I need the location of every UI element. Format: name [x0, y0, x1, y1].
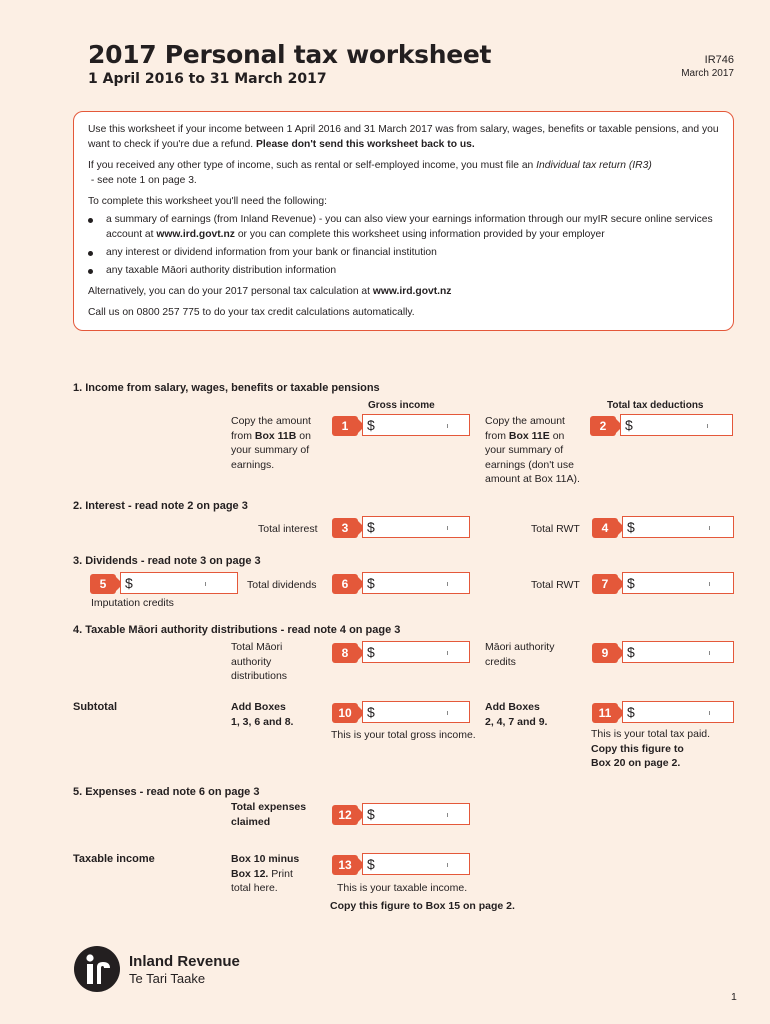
box-9-maori-credits-field[interactable] [622, 641, 734, 663]
box-2-number: 2 [590, 416, 616, 436]
section-2-heading: 2. Interest - read note 2 on page 3 [73, 500, 248, 512]
instruction-text: on [299, 429, 311, 442]
note-line: Copy this figure to [591, 742, 684, 755]
cents-divider [205, 582, 206, 586]
instruction-line: your summary of [231, 444, 310, 456]
label-text: Box 12. [231, 867, 269, 880]
box-6-dividends-field[interactable] [362, 572, 470, 594]
note-line: Box 20 on page 2. [591, 757, 681, 769]
dollar-sign: $ [625, 417, 633, 433]
form-date: March 2017 [681, 68, 734, 79]
box-1-number: 1 [332, 416, 358, 436]
dollar-sign: $ [367, 575, 375, 591]
box-reference: Box 11E [508, 429, 550, 442]
ird-link[interactable]: www.ird.govt.nz [372, 286, 452, 297]
box-11-tax-paid-total-field[interactable] [622, 701, 734, 723]
dollar-sign: $ [367, 644, 375, 660]
box-5-imputation-field[interactable] [120, 572, 238, 594]
section-5-heading: 5. Expenses - read note 6 on page 3 [73, 786, 260, 798]
box-reference: Box 11B [254, 429, 297, 442]
taxable-income-heading: Taxable income [73, 853, 155, 865]
box-8-number: 8 [332, 643, 358, 663]
total-rwt-label: Total RWT [531, 579, 580, 591]
label-line: authority [231, 655, 272, 668]
box-9-number: 9 [592, 643, 618, 663]
page-number: 1 [731, 991, 737, 1003]
instruction-line: your summary of [485, 444, 564, 456]
bullet-item: any taxable Māori authority distribution information [88, 263, 719, 278]
instruction-line [231, 429, 311, 444]
instruction-text: on [552, 429, 565, 442]
cents-divider [709, 526, 710, 530]
cents-divider [447, 651, 448, 655]
cents-divider [447, 424, 448, 428]
box-8-label [231, 640, 287, 684]
label-line: total here. [231, 882, 278, 894]
box-11-number: 11 [592, 703, 618, 723]
bullet-text: a summary of earnings (from Inland Revenue) - you can also view your earnings information through our myIR secure online services account at [106, 214, 713, 240]
bullet-text: or you can complete this worksheet using information provided by your employer [237, 229, 605, 240]
instruction-line: earnings. [231, 458, 275, 471]
box-11-input[interactable] [635, 702, 770, 722]
label-line: Māori authority [485, 641, 555, 653]
box-1-gross-income-field[interactable] [362, 414, 470, 436]
box-9-input[interactable] [635, 642, 770, 662]
cents-divider [709, 711, 710, 715]
cents-divider [447, 711, 448, 715]
section-1-heading: 1. Income from salary, wages, benefits or taxable pensions [73, 382, 380, 394]
dollar-sign: $ [627, 575, 635, 591]
label-line [231, 867, 299, 882]
section-3-heading: 3. Dividends - read note 3 on page 3 [73, 555, 261, 567]
box-13-instructions [231, 852, 299, 896]
box-12-expenses-field[interactable] [362, 803, 470, 825]
dollar-sign: $ [367, 806, 375, 822]
box-13-number: 13 [332, 855, 358, 875]
instruction-text: from [485, 429, 506, 442]
box-2-tax-deductions-field[interactable] [620, 414, 733, 436]
label-line: Add Boxes [231, 701, 286, 713]
box-3-number: 3 [332, 518, 358, 538]
note-line: This is your total tax paid. [591, 728, 711, 740]
instruction-line [485, 429, 580, 444]
intro-text: - see note 1 on page 3. [90, 175, 197, 186]
intro-paragraph-4 [88, 284, 719, 299]
label-line: claimed [231, 815, 271, 828]
dollar-sign: $ [367, 704, 375, 720]
box-6-number: 6 [332, 574, 358, 594]
box-3-interest-field[interactable] [362, 516, 470, 538]
dollar-sign: $ [125, 575, 133, 591]
box-11-instructions [485, 700, 547, 729]
ird-link[interactable]: www.ird.govt.nz [156, 229, 235, 240]
box-13-copy-instruction: Copy this figure to Box 15 on page 2. [330, 900, 515, 912]
instruction-text: from [231, 429, 252, 442]
cents-divider [447, 863, 448, 867]
label-line: Total Māori [231, 641, 283, 653]
intro-text: Use this worksheet if your income between 1 April 2016 and 31 March 2017 was from salary, wages, benefits or taxable pensions, and you want to check if you're due a refund. [88, 124, 719, 150]
box-13-taxable-income-field[interactable] [362, 853, 470, 875]
box-11-note [591, 727, 710, 771]
dollar-sign: $ [367, 417, 375, 433]
bullet-item: any interest or dividend information from your bank or financial institution [88, 245, 719, 260]
instruction-line: Copy the amount [485, 415, 565, 427]
box-7-number: 7 [592, 574, 618, 594]
total-interest-label: Total interest [258, 523, 318, 535]
label-line: distributions [231, 670, 288, 682]
box-10-note: This is your total gross income. [331, 729, 476, 741]
form-code: IR746 [704, 54, 734, 66]
label-line: Add Boxes [485, 701, 540, 713]
instruction-line: Copy the amount [231, 415, 311, 427]
box-2-instructions [485, 414, 580, 487]
box-4-rwt-field[interactable] [622, 516, 734, 538]
gross-income-header: Gross income [368, 400, 435, 411]
box-4-number: 4 [592, 518, 618, 538]
cents-divider [709, 582, 710, 586]
intro-text: Alternatively, you can do your 2017 personal tax calculation at [88, 286, 370, 297]
inland-revenue-logo-icon [73, 945, 121, 993]
instruction-line: earnings (don't use [485, 458, 574, 471]
cents-divider [709, 651, 710, 655]
box-2-input[interactable] [633, 415, 770, 435]
label-line: Total expenses [231, 801, 307, 813]
label-line: 2, 4, 7 and 9. [485, 715, 548, 728]
label-line: 1, 3, 6 and 8. [231, 715, 294, 728]
dollar-sign: $ [367, 856, 375, 872]
box-7-input[interactable] [635, 573, 770, 593]
intro-paragraph-3: To complete this worksheet you'll need the following: [88, 196, 327, 207]
intro-panel [73, 111, 734, 331]
box-5-number: 5 [90, 574, 116, 594]
intro-text: If you received any other type of income, such as rental or self-employed income, you must file an [88, 160, 534, 171]
box-12-number: 12 [332, 805, 358, 825]
cents-divider [447, 526, 448, 530]
label-line: Box 10 minus [231, 853, 300, 865]
label-line: credits [485, 655, 516, 668]
dollar-sign: $ [627, 644, 635, 660]
box-9-label [485, 640, 554, 669]
ir3-reference: Individual tax return (IR3) [536, 160, 652, 171]
cents-divider [447, 813, 448, 817]
org-name-maori: Te Tari Taake [129, 971, 206, 986]
intro-paragraph-1 [88, 122, 719, 152]
box-13-note: This is your taxable income. [337, 882, 468, 894]
box-10-number: 10 [332, 703, 358, 723]
org-name: Inland Revenue [129, 953, 240, 970]
page-subtitle: 1 April 2016 to 31 March 2017 [88, 71, 327, 87]
box-10-gross-income-total-field[interactable] [362, 701, 470, 723]
dollar-sign: $ [367, 519, 375, 535]
intro-paragraph-2 [88, 158, 719, 188]
total-rwt-label: Total RWT [531, 523, 580, 535]
box-12-label [231, 800, 306, 829]
box-8-maori-distributions-field[interactable] [362, 641, 470, 663]
tax-deductions-header: Total tax deductions [607, 400, 704, 411]
total-dividends-label: Total dividends [247, 579, 317, 591]
dollar-sign: $ [627, 704, 635, 720]
dollar-sign: $ [627, 519, 635, 535]
page-title: 2017 Personal tax worksheet [88, 40, 492, 69]
imputation-credits-label: Imputation credits [91, 597, 174, 609]
intro-warning: Please don't send this worksheet back to us. [255, 139, 475, 150]
bullet-item [88, 212, 719, 242]
label-text: Print [271, 867, 293, 880]
cents-divider [707, 424, 708, 428]
box-7-rwt-field[interactable] [622, 572, 734, 594]
box-1-instructions [231, 414, 311, 472]
cents-divider [447, 582, 448, 586]
box-4-input[interactable] [635, 517, 770, 537]
intro-paragraph-5: Call us on 0800 257 775 to do your tax credit calculations automatically. [88, 307, 415, 318]
section-4-heading: 4. Taxable Māori authority distributions - read note 4 on page 3 [73, 624, 401, 636]
subtotal-heading: Subtotal [73, 701, 117, 713]
instruction-line: amount at Box 11A). [485, 473, 580, 485]
box-10-instructions [231, 700, 293, 729]
